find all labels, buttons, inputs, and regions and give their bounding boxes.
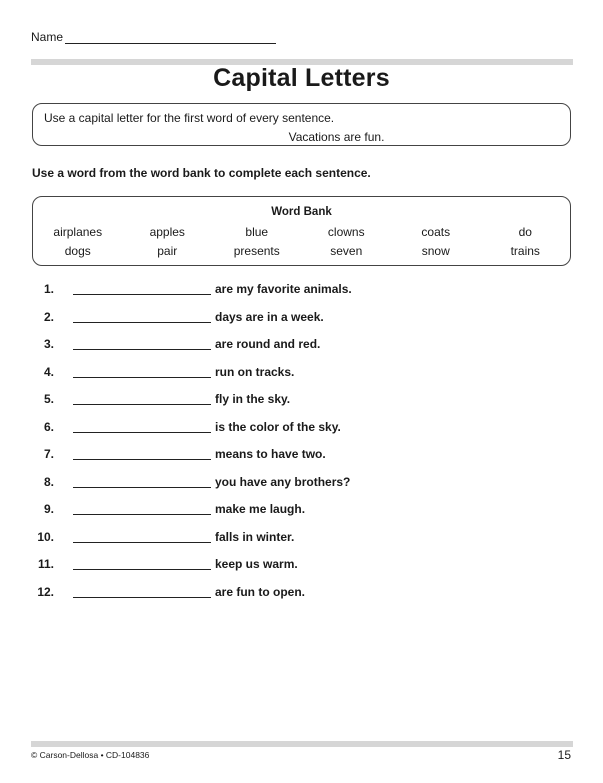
name-label: Name xyxy=(31,30,64,44)
rule-box xyxy=(32,103,571,146)
exercise-item xyxy=(0,528,603,548)
item-number: 5. xyxy=(43,392,54,406)
item-number: 1. xyxy=(43,282,54,296)
word-bank-title: Word Bank xyxy=(271,206,332,218)
answer-blank[interactable] xyxy=(73,322,211,323)
word-bank-word: clowns xyxy=(327,225,365,239)
word-bank-word: coats xyxy=(421,225,451,239)
word-bank-word: airplanes xyxy=(53,225,103,239)
word-bank-word: seven xyxy=(330,244,363,258)
exercise-item xyxy=(0,473,603,493)
word-bank-word: dogs xyxy=(64,244,91,258)
word-bank-word: pair xyxy=(157,244,178,258)
word-bank-row-2 xyxy=(33,244,570,258)
word-bank-word: presents xyxy=(233,244,280,258)
item-text: run on tracks. xyxy=(215,364,295,379)
word-bank-word: trains xyxy=(510,244,540,258)
word-bank-row-1 xyxy=(33,225,570,239)
exercise-item xyxy=(0,583,603,603)
exercise-item xyxy=(0,308,603,328)
directions: Use a word from the word bank to complete each sentence. xyxy=(32,166,371,180)
answer-blank[interactable] xyxy=(73,404,211,405)
item-number: 3. xyxy=(43,337,54,351)
word-bank-word: apples xyxy=(149,225,185,239)
item-text: is the color of the sky. xyxy=(215,419,341,434)
item-number: 10. xyxy=(37,529,54,544)
exercise-item xyxy=(0,390,603,410)
item-text: you have any brothers? xyxy=(215,474,351,489)
answer-blank[interactable] xyxy=(73,349,211,350)
page-number: 15 xyxy=(557,748,571,762)
answer-blank[interactable] xyxy=(73,597,211,598)
bottom-divider xyxy=(31,741,573,747)
word-bank xyxy=(32,196,571,266)
item-number: 2. xyxy=(43,309,54,324)
answer-blank[interactable] xyxy=(73,377,211,378)
item-text: are fun to open. xyxy=(215,584,305,599)
answer-blank[interactable] xyxy=(73,487,211,488)
exercise-item xyxy=(0,280,603,300)
exercise-item xyxy=(0,335,603,355)
answer-blank[interactable] xyxy=(73,459,211,460)
item-number: 12. xyxy=(37,584,54,599)
word-bank-word: do xyxy=(518,225,532,239)
item-text: fly in the sky. xyxy=(215,392,291,406)
name-blank[interactable] xyxy=(65,31,276,44)
item-text: are round and red. xyxy=(215,337,321,351)
copyright-text: © Carson-Dellosa • CD-104836 xyxy=(31,750,150,760)
rule-text: Use a capital letter for the first word of every sentence. xyxy=(44,111,335,125)
word-bank-word: snow xyxy=(421,244,450,258)
item-text: means to have two. xyxy=(215,447,326,461)
answer-blank[interactable] xyxy=(73,569,211,570)
answer-blank[interactable] xyxy=(73,542,211,543)
item-number: 7. xyxy=(43,447,54,461)
answer-blank[interactable] xyxy=(73,294,211,295)
answer-blank[interactable] xyxy=(73,514,211,515)
word-bank-word: blue xyxy=(245,225,269,239)
item-text: days are in a week. xyxy=(215,309,324,324)
item-number: 9. xyxy=(43,502,54,516)
exercise-item xyxy=(0,445,603,465)
item-text: make me laugh. xyxy=(215,502,306,516)
item-number: 4. xyxy=(43,364,54,379)
exercise-item xyxy=(0,363,603,383)
page-title: Capital Letters xyxy=(213,64,390,92)
item-number: 8. xyxy=(43,474,54,489)
item-number: 11. xyxy=(37,557,54,571)
exercise-item xyxy=(0,418,603,438)
item-number: 6. xyxy=(43,419,54,434)
rule-example: Vacations are fun. xyxy=(288,130,385,144)
exercise-item xyxy=(0,555,603,575)
item-text: are my favorite animals. xyxy=(215,282,352,296)
answer-blank[interactable] xyxy=(73,432,211,433)
exercise-item xyxy=(0,500,603,520)
name-field xyxy=(31,30,276,44)
item-text: falls in winter. xyxy=(215,529,295,544)
item-text: keep us warm. xyxy=(215,557,298,571)
